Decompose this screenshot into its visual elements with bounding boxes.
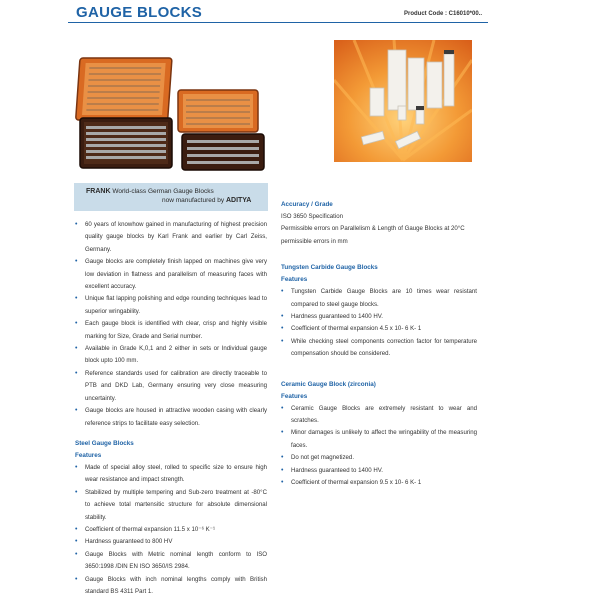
left-column [75, 219, 267, 598]
ceramic-blocks-photo [334, 40, 472, 162]
list-item: • Gauge Blocks with inch nominal lengths comply with British standard BS 4311 Part 1. [75, 574, 267, 599]
right-column [281, 199, 477, 490]
accuracy-spec: ISO 3650 Specification [281, 213, 343, 220]
list-item: • Tungsten Carbide Gauge Blocks are 10 times wear resistant compared to steel gauge blocks. [281, 286, 477, 311]
list-item: • Available in Grade K,0,1 and 2 either in sets or Individual gauge block upto 100 mm. [75, 343, 267, 368]
product-code: Product Code : C16010*00.. [404, 11, 483, 17]
tungsten-bullet-list [281, 286, 477, 360]
ceramic-heading: Ceramic Gauge Block (zirconia) [281, 380, 376, 388]
list-item: • Do not get magnetized. [281, 452, 477, 464]
list-item: • Coefficient of thermal expansion 9.5 x 10- 6 K- 1 [281, 477, 477, 489]
manufacturer-name: ADITYA [225, 197, 252, 204]
accuracy-description: Permissible errors on Parallelism & Length of Gauge Blocks at 20°C permissible errors in mm [281, 225, 465, 245]
list-item: • Gauge blocks are completely finish lapped on machines give very low deviation in flatness and parallelism of measuring faces with excellent accuracy. [75, 256, 267, 293]
gauge-block-cases-photo [74, 52, 268, 176]
list-item: • Each gauge block is identified with clear, crisp and highly visible marking for Size, Grade and Serial number. [75, 318, 267, 343]
accuracy-heading: Accuracy / Grade [281, 201, 333, 208]
list-item: • Made of special alloy steel, rolled to specific size to ensure high wear resistance and impact strength. [75, 462, 267, 487]
list-item: • Stabilized by multiple tempering and Sub-zero treatment at -80°C to achieve total martensitic structure for absolute dimensional stability. [75, 487, 267, 524]
ceramic-features-label: Features [281, 392, 308, 400]
list-item: • Hardness guaranteed to 1400 HV. [281, 311, 477, 323]
ceramic-bullet-list [281, 403, 477, 490]
list-item: • Ceramic Gauge Blocks are extremely resistant to wear and scratches. [281, 403, 477, 428]
title-divider [68, 22, 488, 23]
steel-heading: Steel Gauge Blocks [75, 439, 134, 447]
list-item: • Reference standards used for calibration are directly traceable to PTB and DKD Lab, Germany ensuring very close measuring uncertainty. [75, 368, 267, 405]
steel-features-label: Features [75, 451, 102, 459]
list-item: • Minor damages is unlikely to affect the wringability of the measuring faces. [281, 427, 477, 452]
banner-line-2: now manufactured by [162, 197, 226, 204]
tungsten-features-label: Features [281, 276, 308, 284]
list-item: • Hardness guaranteed to 800 HV [75, 536, 267, 548]
list-item: • Gauge blocks are housed in attractive wooden casing with clearly reference strips to facilitate easy selection. [75, 405, 267, 430]
intro-bullet-list [75, 219, 267, 430]
list-item: • Unique flat lapping polishing and edge rounding techniques lead to superior wringability. [75, 293, 267, 318]
brand-banner [74, 183, 268, 211]
list-item: • Coefficient of thermal expansion 11.5 x 10⁻⁶ K⁻¹ [75, 524, 267, 536]
list-item: • While checking steel components correction factor for temperature compensation should be considered. [281, 336, 477, 361]
list-item: • Coefficient of thermal expansion 4.5 x 10- 6 K- 1 [281, 323, 477, 335]
list-item: • Hardness guaranteed to 1400 HV. [281, 465, 477, 477]
brand-name: FRANK [86, 188, 111, 195]
banner-line-1: World-class German Gauge Blocks [112, 188, 214, 195]
list-item: • Gauge Blocks with Metric nominal length conform to ISO 3650:1998 /DIN EN ISO 3650/IS 2984. [75, 549, 267, 574]
page-title: GAUGE BLOCKS [76, 4, 203, 21]
steel-bullet-list [75, 462, 267, 598]
list-item: • 60 years of knowhow gained in manufacturing of highest precision quality gauge blocks by Karl Frank and earlier by Carl Zeiss, Germany. [75, 219, 267, 256]
tungsten-heading: Tungsten Carbide Gauge Blocks [281, 264, 378, 272]
